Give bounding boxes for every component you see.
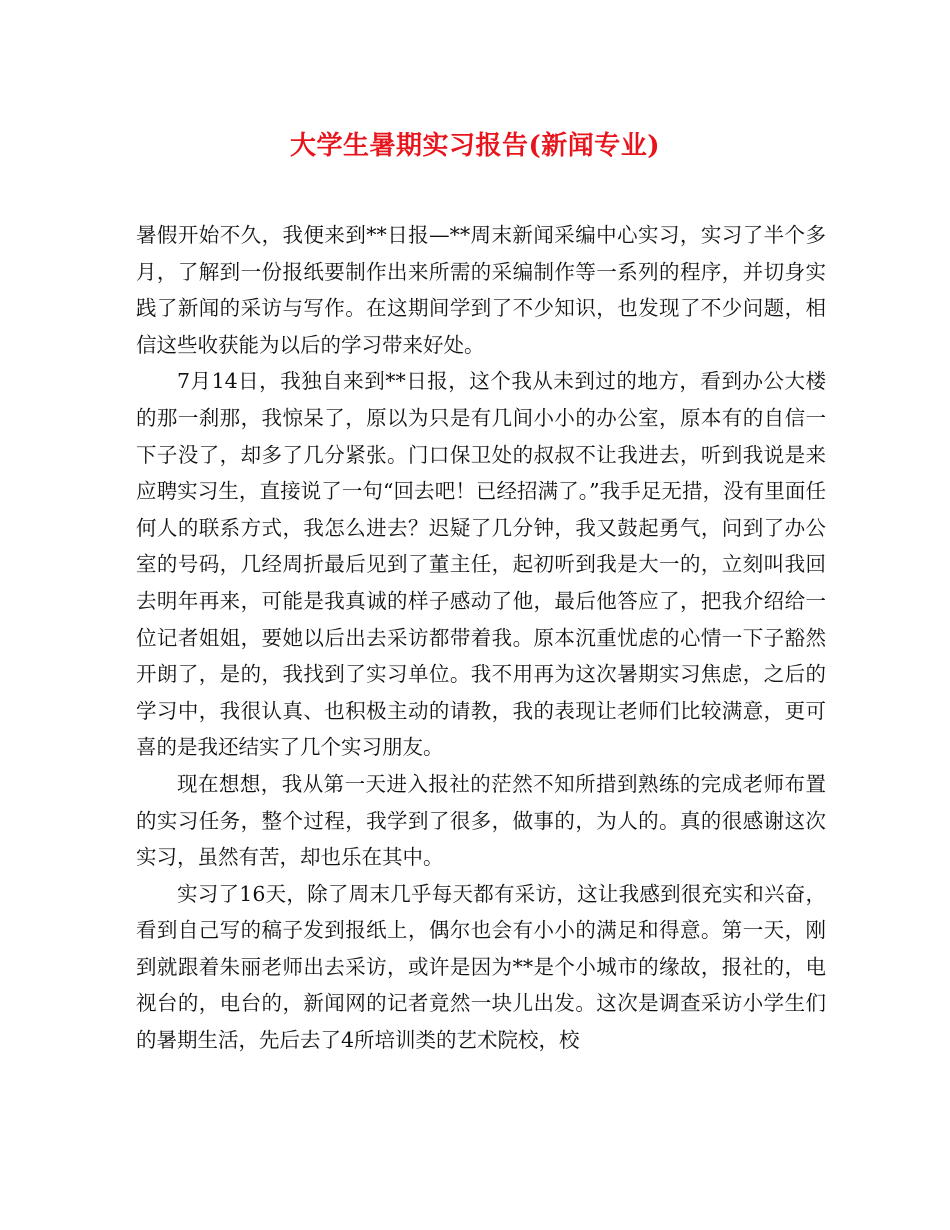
- paragraph-1: 暑假开始不久，我便来到**日报—**周末新闻采编中心实习，实习了半个多月，了解到一份报纸要制作出来所需的采编制作等一系列的程序，并切身实践了新闻的采访与写作。在这期间学到了不少知识，也发现了不少问题，相信这些收获能为以后的学习带来好处。: [136, 223, 826, 357]
- paragraph-4: 实习了16天，除了周末几乎每天都有采访，这让我感到很充实和兴奋，看到自己写的稿子发到报纸上，偶尔也会有小小的满足和得意。第一天，刚到就跟着朱丽老师出去采访，或许是因为**是个小城市的缘故，报社的，电视台的，电台的，新闻网的记者竟然一块儿出发。这次是调查采访小学生们的暑期生活，先后去了4所培训类的艺术院校，校: [136, 881, 826, 1053]
- paragraph-2: 7月14日，我独自来到**日报，这个我从未到过的地方，看到办公大楼的那一刹那，我惊呆了，原以为只是有几间小小的办公室，原本有的自信一下子没了，却多了几分紧张。门口保卫处的叔叔不让我进去，听到我说是来应聘实习生，直接说了一句“回去吧！已经招满了。”我手足无措，没有里面任何人的联系方式，我怎么进去？迟疑了几分钟，我又鼓起勇气，问到了办公室的号码，几经周折最后见到了董主任，起初听到我是大一的，立刻叫我回去明年再来，可能是我真诚的样子感动了他，最后他答应了，把我介绍给一位记者姐姐，要她以后出去采访都带着我。原本沉重忧虑的心情一下子豁然开朗了，是的，我找到了实习单位。我不用再为这次暑期实习焦虑，之后的学习中，我很认真、也积极主动的请教，我的表现让老师们比较满意，更可喜的是我还结实了几个实习朋友。: [136, 369, 826, 760]
- paragraph-3: 现在想想，我从第一天进入报社的茫然不知所措到熟练的完成老师布置的实习任务，整个过程，我学到了很多，做事的，为人的。真的很感谢这次实习，虽然有苦，却也乐在其中。: [136, 771, 826, 870]
- document-title: 大学生暑期实习报告(新闻专业): [289, 131, 661, 161]
- document-body: [136, 217, 826, 1059]
